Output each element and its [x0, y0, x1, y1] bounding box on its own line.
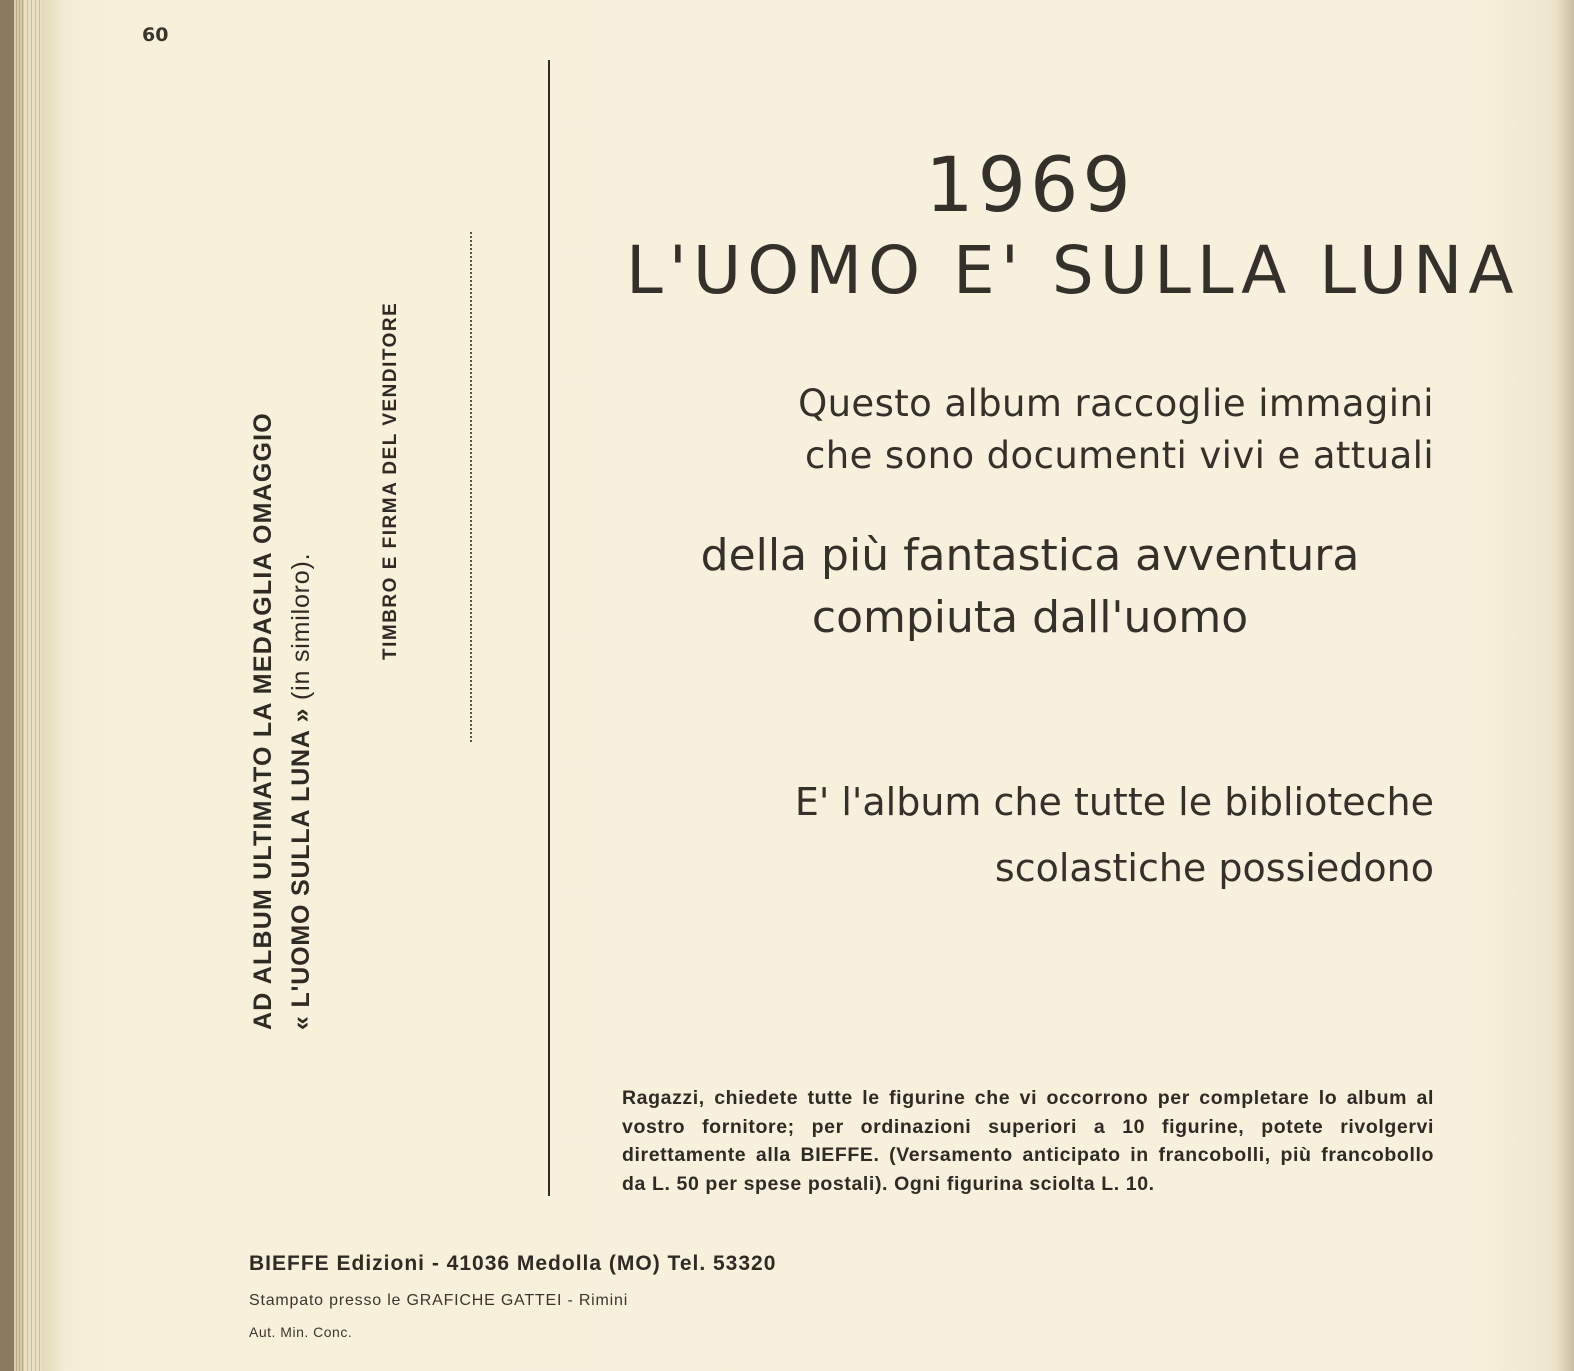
library-line-2: scolastiche possiedono	[994, 846, 1434, 890]
page-edges	[14, 0, 24, 1371]
page-edges	[24, 0, 42, 1371]
medal-title: « L'UOMO SULLA LUNA »	[287, 707, 315, 1030]
ordering-notice: Ragazzi, chiedete tutte le figurine che vi occorrono per completare lo album al vostro fornitore; per ordinazioni superiori a 10 figurine, potete rivolgervi direttamente alla BIEFFE. (Versamento anticipato in francobolli, più francobollo da L. 50 per spese postali). Ogni figurina sciolta L. 10.	[622, 1087, 1434, 1195]
signature-dotted-line	[470, 232, 472, 742]
publisher-line: BIEFFE Edizioni - 41036 Medolla (MO) Tel. 53320	[249, 1252, 777, 1275]
medal-offer-line-2	[287, 553, 316, 1030]
divider-rule	[548, 60, 550, 1196]
printer-line: Stampato presso le GRAFICHE GATTEI - Rimini	[249, 1292, 629, 1309]
right-page-edge	[1554, 0, 1574, 1371]
description-line-2: che sono documenti vivi e attuali	[804, 434, 1434, 477]
description-line-1: Questo album raccoglie immagini	[798, 382, 1434, 425]
stamp-signature-label: TIMBRO E FIRMA DEL VENDITORE	[380, 301, 401, 660]
adventure-line-1: della più fantastica avventura	[700, 530, 1360, 581]
library-line-1: E' l'album che tutte le biblioteche	[794, 780, 1434, 824]
medal-material: (in similoro).	[287, 552, 315, 708]
book-binding-edge	[0, 0, 14, 1371]
page-shadow	[42, 0, 64, 1371]
main-headline: L'UOMO E' SULLA LUNA	[626, 232, 1520, 309]
authorization-line: Aut. Min. Conc.	[249, 1324, 353, 1340]
medal-offer-line-1: AD ALBUM ULTIMATO LA MEDAGLIA OMAGGIO	[249, 412, 277, 1030]
page-number: 60	[142, 24, 169, 46]
adventure-line-2: compiuta dall'uomo	[811, 592, 1249, 643]
year-heading: 1969	[925, 140, 1135, 229]
